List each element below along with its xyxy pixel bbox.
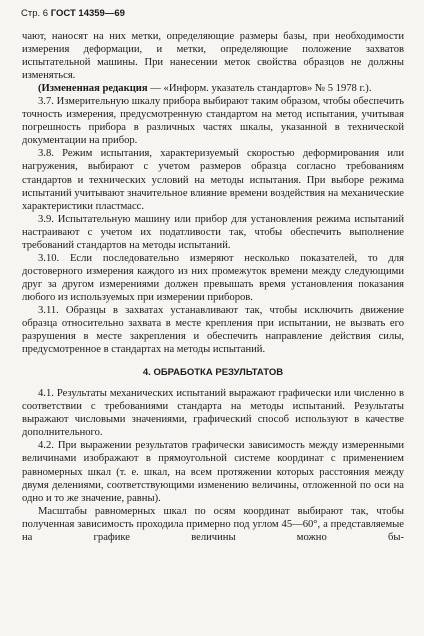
page-number: Стр. 6 <box>21 8 49 19</box>
paragraph-3-10: 3.10. Если последовательно измеряют несколько показателей, то для достоверного измерения каждого из них промежуток времени между следующими друг за другом измерениями должен превышать время установления показания любого из используемых при измерении приборов. <box>22 252 404 303</box>
paragraph-continuation: чают, наносят на них метки, определяющие размеры базы, при необходимости измерения деформации, и метки, определяющие положение захватов испытательной машины. При нанесении меток свойства образцов не должны изменяться. <box>22 31 404 82</box>
paragraph-3-7: 3.7. Измерительную шкалу прибора выбирают таким образом, чтобы обеспечить точность измерения, предусмотренную стандартом на метод испытания, учитывая погрешность прибора в различных частях шкалы, указанной в технической документации на прибор. <box>22 96 404 147</box>
standard-number: ГОСТ 14359—69 <box>50 8 125 19</box>
edition-note-text: — «Информ. указатель стандартов» № 5 1978 г.). <box>147 83 372 95</box>
paragraph-4-1: 4.1. Результаты механических испытаний выражают графически или численно в соответствии с требованиями стандарта на методы испытаний. Результаты выражают числовыми значениями, графический способ используют в качестве дополнительного. <box>22 388 404 439</box>
edition-note <box>22 82 404 95</box>
paragraph-3-9: 3.9. Испытательную машину или прибор для установления режима испытаний настраивают с учетом их податливости так, чтобы обеспечить выполнение требований стандартов на методы испытаний. <box>22 213 404 251</box>
edition-note-label: (Измененная редакция <box>38 83 148 95</box>
paragraph-scales: Масштабы равномерных шкал по осям координат выбирают так, чтобы полученная зависимость проходила примерно под углом 45—60°, а представляемые на графике величины можно бы- <box>22 505 404 543</box>
paragraph-4-2: 4.2. При выражении результатов графически зависимость между измеренными величинами изображают в прямоугольной системе координат с применением равномерных шкал (т. е. шкал, на всем протяжении которых расстояния между двумя делениями, соответствующими изменению величины, отложенной по оси на одно и то же значение, равны). <box>22 440 404 504</box>
page-header <box>21 8 125 19</box>
paragraph-3-11: 3.11. Образцы в захватах устанавливают так, чтобы исключить движение образца относительно захвата в месте крепления при испытании, не вызвать его разрушения в месте закрепления и обеспечить направление действия силы, предусмотренное в стандартах на методы испытаний. <box>22 304 404 356</box>
section-heading: 4. ОБРАБОТКА РЕЗУЛЬТАТОВ <box>142 367 284 379</box>
paragraph-3-8: 3.8. Режим испытания, характеризуемый скоростью деформирования или нагружения, выбирают с учетом размеров образца согласно требованиям стандартов и технических условий на методы испытания. При выборе режима испытаний учитывают значительное влияние времени воздействия на механические характеристики пластмасс. <box>22 148 404 212</box>
body-text <box>22 30 404 544</box>
